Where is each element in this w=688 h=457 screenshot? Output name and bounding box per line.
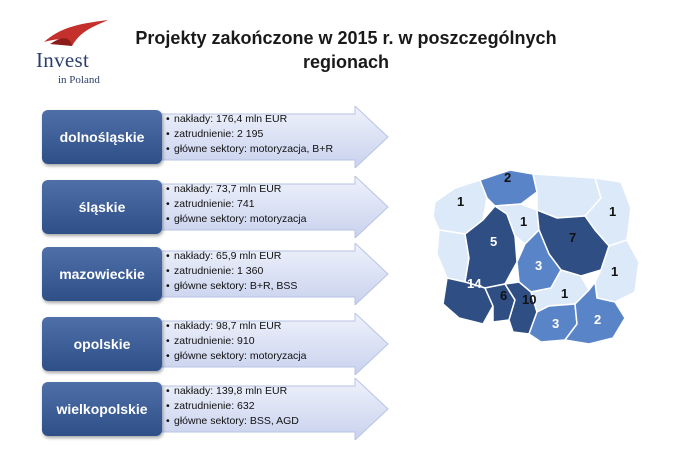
bullet-icon: •	[166, 415, 170, 427]
detail-text: główne sektory: motoryzacja	[174, 350, 307, 362]
detail-line	[166, 349, 386, 364]
region-details	[166, 182, 386, 227]
logo-word: Invest	[36, 48, 90, 72]
detail-line	[166, 142, 386, 157]
map-count-wielkopolskie: 5	[490, 234, 498, 249]
detail-line	[166, 127, 386, 142]
region-details	[166, 384, 386, 429]
detail-text: zatrudnienie: 741	[174, 198, 255, 210]
map-count-podkarpackie: 2	[594, 312, 602, 327]
detail-text: główne sektory: motoryzacja, B+R	[174, 143, 334, 155]
detail-line	[166, 212, 386, 227]
bullet-icon: •	[166, 335, 170, 347]
bullet-icon: •	[166, 198, 170, 210]
detail-text: główne sektory: BSS, AGD	[174, 415, 299, 427]
map-count-lodzkie: 3	[535, 258, 543, 273]
map-count-mazowieckie: 7	[569, 230, 577, 245]
region-name-box: wielkopolskie	[42, 382, 162, 436]
map-count-opolskie: 6	[500, 288, 508, 303]
detail-text: główne sektory: B+R, BSS	[174, 280, 298, 292]
detail-line	[166, 279, 386, 294]
region-row	[42, 243, 392, 305]
map-count-lubelskie: 1	[611, 264, 619, 279]
detail-text: nakłady: 176,4 mln EUR	[174, 113, 288, 125]
detail-text: nakłady: 65,9 mln EUR	[174, 250, 282, 262]
detail-line	[166, 182, 386, 197]
detail-line	[166, 249, 386, 264]
region-row	[42, 378, 392, 440]
region-row	[42, 313, 392, 375]
detail-text: zatrudnienie: 910	[174, 335, 255, 347]
detail-text: zatrudnienie: 2 195	[174, 128, 264, 140]
map-count-pomorskie: 2	[504, 170, 512, 185]
detail-text: nakłady: 139,8 mln EUR	[174, 385, 288, 397]
bullet-icon: •	[166, 385, 170, 397]
map-count-malopolskie: 3	[552, 316, 560, 331]
bullet-icon: •	[166, 280, 170, 292]
page-title: Projekty zakończone w 2015 r. w poszczególnych regionach	[135, 28, 557, 72]
bullet-icon: •	[166, 183, 170, 195]
map-count-slaskie: 10	[522, 292, 537, 307]
detail-text: zatrudnienie: 1 360	[174, 265, 264, 277]
bullet-icon: •	[166, 213, 170, 225]
region-row	[42, 106, 392, 168]
detail-line	[166, 414, 386, 429]
region-details	[166, 112, 386, 157]
detail-line	[166, 112, 386, 127]
map-count-podlaskie: 1	[609, 204, 617, 219]
region-details	[166, 319, 386, 364]
detail-line	[166, 399, 386, 414]
map-count-zachodniopomorskie: 1	[457, 194, 465, 209]
bullet-icon: •	[166, 113, 170, 125]
poland-map	[425, 158, 655, 358]
bullet-icon: •	[166, 143, 170, 155]
map-count-swietokrzyskie: 1	[561, 286, 569, 301]
detail-line	[166, 334, 386, 349]
detail-text: główne sektory: motoryzacja	[174, 213, 307, 225]
logo-subtitle: in Poland	[58, 74, 100, 86]
bullet-icon: •	[166, 320, 170, 332]
map-count-dolnoslaskie: 14	[467, 276, 482, 291]
region-row	[42, 176, 392, 238]
detail-line	[166, 264, 386, 279]
region-details	[166, 249, 386, 294]
region-name-box: mazowieckie	[42, 247, 162, 301]
detail-line	[166, 384, 386, 399]
detail-line	[166, 197, 386, 212]
detail-text: nakłady: 73,7 mln EUR	[174, 183, 282, 195]
detail-text: zatrudnienie: 632	[174, 400, 255, 412]
bullet-icon: •	[166, 265, 170, 277]
bullet-icon: •	[166, 250, 170, 262]
map-region-lubuskie	[437, 230, 469, 282]
map-count-kujawsko-pomorskie: 1	[520, 214, 528, 229]
region-name-box: opolskie	[42, 317, 162, 371]
detail-line	[166, 319, 386, 334]
bullet-icon: •	[166, 128, 170, 140]
region-name-box: śląskie	[42, 180, 162, 234]
region-name-box: dolnośląskie	[42, 110, 162, 164]
bullet-icon: •	[166, 400, 170, 412]
bullet-icon: •	[166, 350, 170, 362]
detail-text: nakłady: 98,7 mln EUR	[174, 320, 282, 332]
